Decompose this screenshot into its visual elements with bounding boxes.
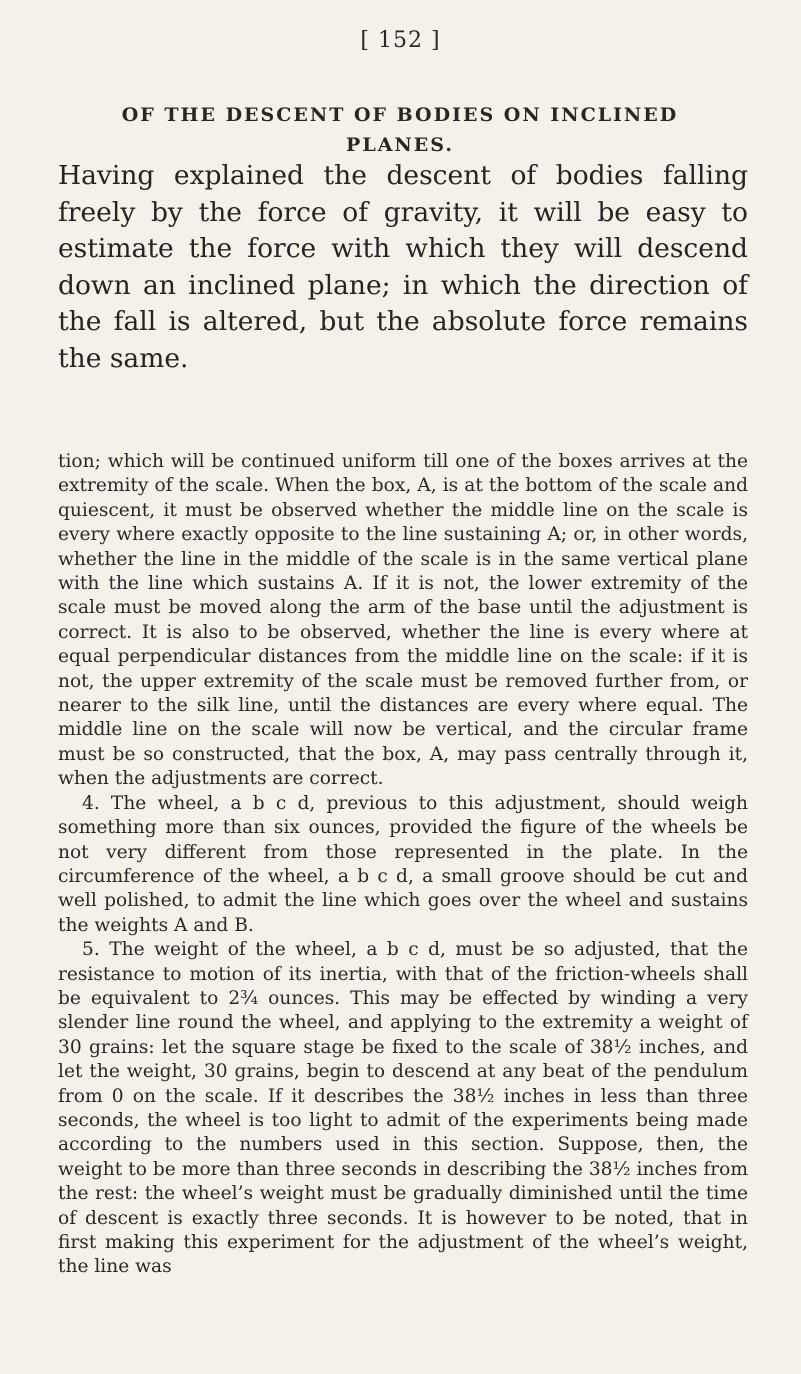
intro-paragraph: Having explained the descent of bodies falling freely by the force of gravity, it will be easy to estimate the force with which they will descend down an inclined plane; in which the direction of the fall is altered, but the absolute force remains the same. [58, 160, 748, 374]
heading-line-2: PLANES. [346, 134, 454, 156]
section-heading [60, 100, 740, 160]
body-text [58, 450, 748, 1280]
page-number: [ 152 ] [360, 28, 441, 53]
paragraph-4: 4. The wheel, a b c d, previous to this adjustment, should weigh something more than six ounces, provided the figure of the wheels be not very different from those represented in the plate. In the circumference of the wheel, a b c d, a small groove should be cut and well polished, to admit the line which goes over the wheel and sustains the weights A and B. [58, 792, 748, 936]
paragraph-continuation: tion; which will be continued uniform till one of the boxes arrives at the extremity of the scale. When the box, A, is at the bottom of the scale and quiescent, it must be observed whether the middle line on the scale is every where exactly opposite to the line sustaining A; or, in other words, whether the line in the middle of the scale is in the same vertical plane with the line which sustains A. If it is not, the lower extremity of the scale must be moved along the arm of the base until the adjustment is correct. It is also to be observed, whether the line is every where at equal perpendicular distances from the middle line on the scale: if it is not, the upper extremity of the scale must be removed further from, or nearer to the silk line, until the distances are every where equal. The middle line on the scale will now be vertical, and the circular frame must be so constructed, that the box, A, may pass centrally through it, when the adjustments are correct. [58, 451, 748, 790]
heading-line-1: OF THE DESCENT OF BODIES ON INCLINED [121, 104, 679, 126]
paragraph-5: 5. The weight of the wheel, a b c d, must be so adjusted, that the resistance to motion of its inertia, with that of the friction-wheels shall be equivalent to 2¾ ounces. This may be effected by winding a very slender line round the wheel, and applying to the extremity a weight of 30 grains: let the square stage be fixed to the scale of 38½ inches, and let the weight, 30 grains, begin to descend at any beat of the pendulum from 0 on the scale. If it describes the 38½ inches in less than three seconds, the wheel is too light to admit of the experiments being made according to the numbers used in this section. Suppose, then, the weight to be more than three seconds in describing the 38½ inches from the rest: the wheel’s weight must be gradually diminished until the time of descent is exactly three seconds. It is however to be noted, that in first making this experiment for the adjustment of the wheel’s weight, the line was [58, 939, 748, 1278]
